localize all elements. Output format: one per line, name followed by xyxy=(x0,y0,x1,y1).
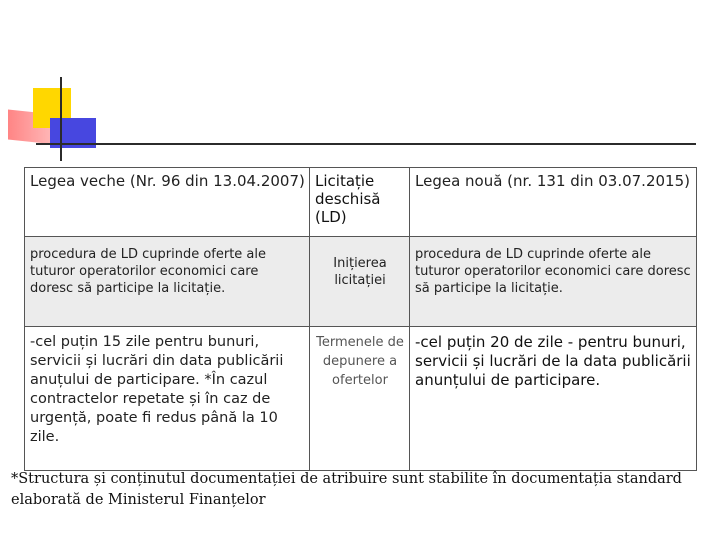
comparison-table xyxy=(24,167,697,471)
row-deadline-old: -cel puțin 15 zile pentru bunuri, servicii și lucrări din data publicării anuțului de participare. *În cazul contractelor repetate și în caz de urgență, poate fi redus până la 10 zile. xyxy=(25,327,310,471)
title-divider-line xyxy=(36,143,696,145)
row-initiation-old: procedura de LD cuprinde oferte ale tuturor operatorilor economici care doresc să participe la licitație. xyxy=(25,237,310,327)
row-initiation-new: procedura de LD cuprinde oferte ale tuturor operatorilor economici care doresc să participe la licitație. xyxy=(410,237,697,327)
decorative-vertical-line xyxy=(60,77,62,161)
table-row xyxy=(25,327,697,471)
table-header-row xyxy=(25,168,697,237)
row-deadline-label: Termenele de depunere a ofertelor xyxy=(310,327,410,471)
header-new-law: Legea nouă (nr. 131 din 03.07.2015) xyxy=(410,168,697,237)
header-old-law: Legea veche (Nr. 96 din 13.04.2007) xyxy=(25,168,310,237)
row-initiation-label: Inițierea licitației xyxy=(310,237,410,327)
footnote: *Structura și conținutul documentației de atribuire sunt stabilite în documentația standard elaborată de Ministerul Finanțelor xyxy=(11,471,682,508)
row-deadline-new: -cel puțin 20 de zile - pentru bunuri, servicii și lucrări de la data publicării anunțului de participare. xyxy=(410,327,697,471)
table-row xyxy=(25,237,697,327)
header-procedure: Licitație deschisă (LD) xyxy=(310,168,410,237)
